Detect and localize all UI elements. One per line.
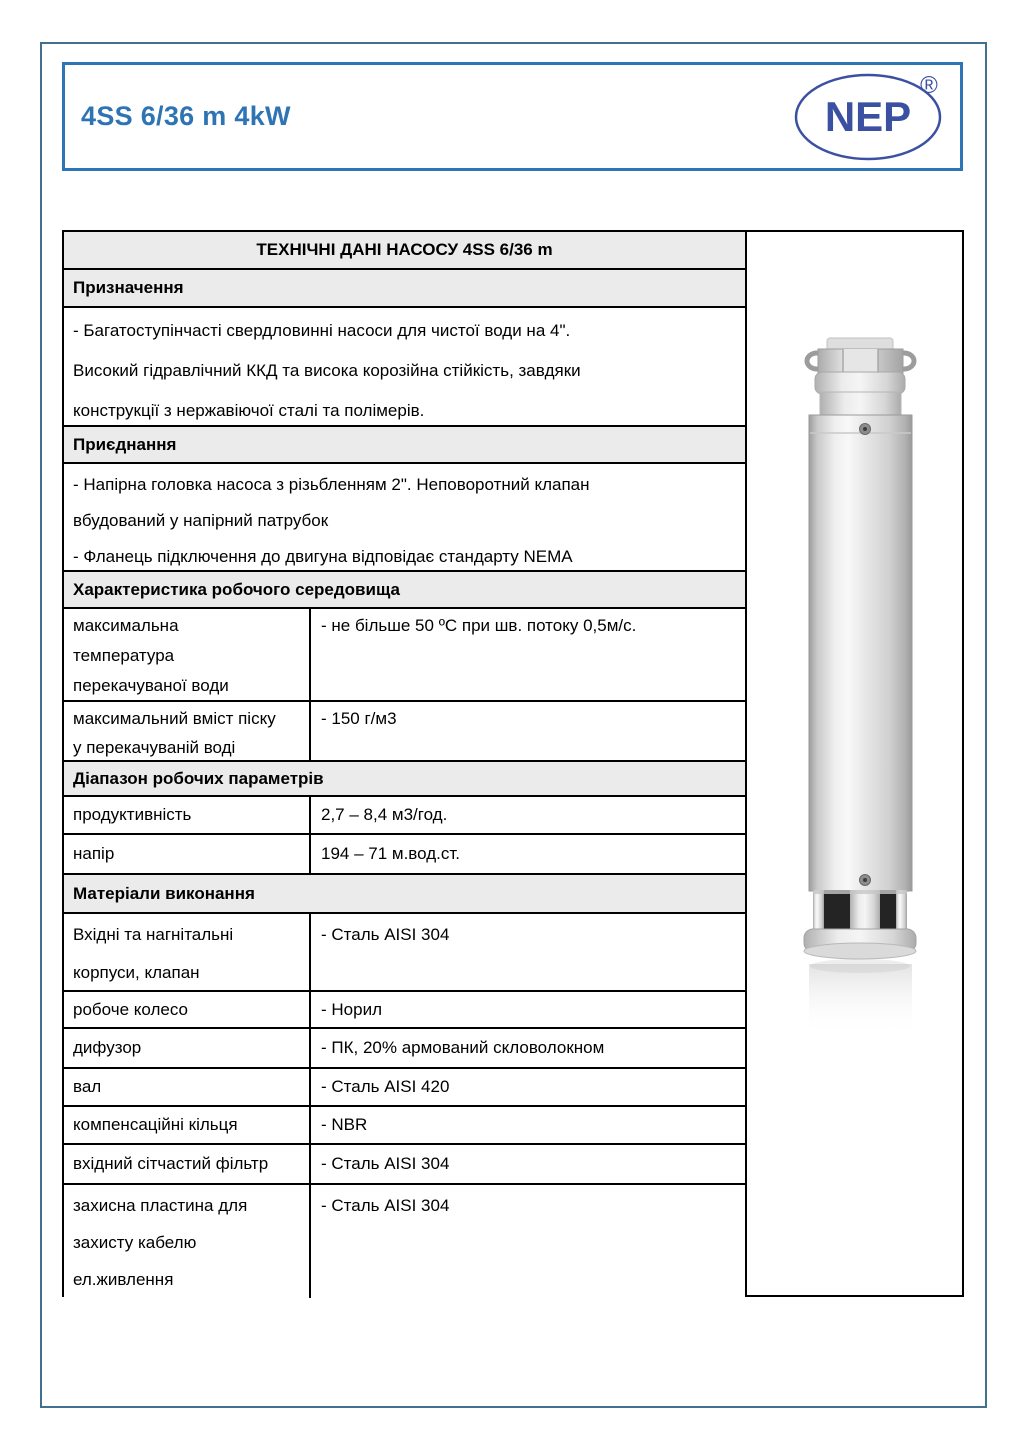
row-value: - 150 г/м3 <box>321 709 397 728</box>
table-row-max-temperature <box>64 609 745 702</box>
pump-reflection-fade <box>809 964 912 1036</box>
row-label: продуктивність <box>64 797 311 833</box>
row-value: 194 – 71 м.вод.ст. <box>321 844 460 863</box>
nep-logo-icon <box>792 69 952 165</box>
table-row-shaft <box>64 1069 745 1107</box>
row-label: компенсаційні кільця <box>64 1107 311 1143</box>
table-title-row <box>64 232 745 270</box>
section-header-purpose <box>64 270 745 308</box>
table-row-impeller <box>64 992 745 1029</box>
pump-photo <box>747 232 962 1295</box>
table-title: ТЕХНІЧНІ ДАНІ НАСОСУ 4SS 6/36 m <box>256 240 553 259</box>
row-label: дифузор <box>64 1029 311 1067</box>
spec-table <box>62 230 964 1297</box>
pump-neck <box>820 392 901 416</box>
text-line: вбудований у напірний патрубок <box>73 511 329 530</box>
text-line: - Фланець підключення до двигуна відповідає стандарту NEMA <box>73 547 573 566</box>
text-line: - Багатоступінчасті свердловинні насоси для чистої води на 4". <box>73 321 571 340</box>
row-value: - Сталь AISI 420 <box>321 1077 450 1096</box>
row-value: - Сталь AISI 304 <box>321 925 450 944</box>
section-header-connection <box>64 427 745 464</box>
text-line: - Напірна головка насоса з різьбленням 2". Неповоротний клапан <box>73 475 590 494</box>
table-row-strainer <box>64 1145 745 1185</box>
text-line: конструкції з нержавіючої сталі та полімерів. <box>73 401 425 420</box>
row-value: 2,7 – 8,4 м3/год. <box>321 805 448 824</box>
section-header-materials <box>64 875 745 914</box>
table-row-flow <box>64 797 745 835</box>
row-value: - не більше 50 ºС при шв. потоку 0,5м/с. <box>321 616 637 635</box>
row-value: - Сталь AISI 304 <box>321 1154 450 1173</box>
document-header <box>62 62 963 171</box>
row-label: вхідний сітчастий фільтр <box>64 1145 311 1183</box>
row-value: - Норил <box>321 999 382 1019</box>
pump-collar <box>815 372 905 394</box>
pump-body <box>809 415 912 891</box>
section-header-operating-range <box>64 762 745 797</box>
table-row-rings <box>64 1107 745 1145</box>
text-line: Високий гідравлічний ККД та висока корозійна стійкість, завдяки <box>73 361 581 380</box>
row-value: - NBR <box>321 1115 368 1134</box>
section-header-label: Характеристика робочого середовища <box>73 579 400 599</box>
spec-table-main-columns <box>64 232 745 1295</box>
section-header-medium <box>64 572 745 609</box>
section-header-label: Призначення <box>73 278 184 297</box>
table-row-max-sand <box>64 702 745 762</box>
table-row-casings <box>64 914 745 992</box>
section-header-label: Матеріали виконання <box>73 883 255 903</box>
row-label: Вхідні та нагнітальні корпуси, клапан <box>64 914 311 990</box>
connection-text-row <box>64 464 745 572</box>
row-label: напір <box>64 835 311 873</box>
nep-logo <box>792 69 952 165</box>
table-row-cable-guard <box>64 1185 745 1298</box>
row-label: максимальна температура перекачуваної води <box>64 609 311 700</box>
row-value: - Сталь AISI 304 <box>321 1196 450 1215</box>
row-label: робоче колесо <box>64 992 311 1027</box>
row-label: вал <box>64 1069 311 1105</box>
section-header-label: Приєднання <box>73 434 177 454</box>
row-value: - ПК, 20% армований скловолокном <box>321 1038 605 1057</box>
hex-facet <box>843 349 878 373</box>
registered-mark-icon: ® <box>920 71 938 99</box>
page-title: 4SS 6/36 m 4kW <box>81 101 291 131</box>
section-header-label: Діапазон робочих параметрів <box>73 768 324 788</box>
row-label: максимальний вміст піску у перекачуваній воді <box>64 702 311 760</box>
row-label: захисна пластина для захисту кабелю ел.живлення <box>64 1185 311 1298</box>
table-row-diffuser <box>64 1029 745 1069</box>
logo-text: NEP <box>824 92 912 140</box>
pump-image-cell <box>745 232 962 1295</box>
table-row-head <box>64 835 745 875</box>
purpose-text-row <box>64 308 745 427</box>
